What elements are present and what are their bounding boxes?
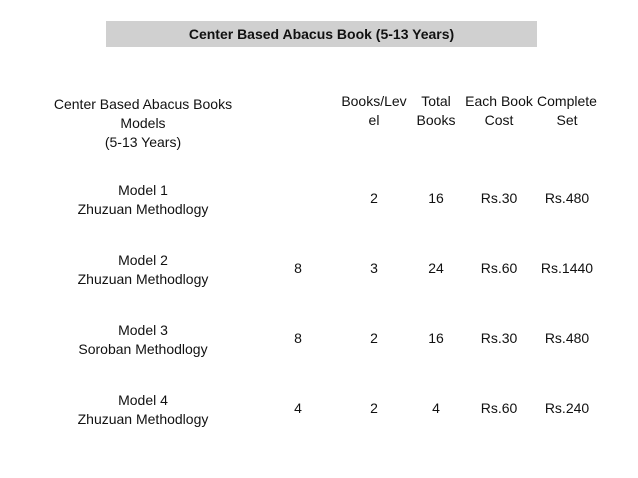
row-complete-set: Rs.480: [544, 190, 590, 206]
header-model-column: Center Based Abacus Books Models (5-13 Years): [53, 96, 233, 150]
row-complete-set: Rs.240: [544, 400, 590, 416]
row-complete-set: Rs.1440: [540, 260, 594, 276]
row-total-books: 16: [428, 190, 444, 206]
row-levels: 4: [294, 400, 302, 416]
header-each-book-cost: Each Book Cost: [465, 93, 533, 128]
row-total-books: 16: [428, 330, 444, 346]
row-complete-set: Rs.480: [544, 330, 590, 346]
header-total-books: Total Books: [416, 93, 456, 128]
row-each-book-cost: Rs.60: [480, 260, 518, 276]
row-model-name: Model 2 Zhuzuan Methodlogy: [77, 252, 209, 287]
row-levels: 8: [294, 330, 302, 346]
row-model-name: Model 1 Zhuzuan Methodlogy: [77, 182, 209, 217]
header-complete-set: Complete Set: [537, 93, 597, 128]
row-books-per-level: 2: [370, 400, 378, 416]
row-levels: 8: [294, 260, 302, 276]
header-books-per-level: Books/Lev el: [341, 93, 407, 128]
row-model-name: Model 4 Zhuzuan Methodlogy: [77, 392, 209, 427]
page-title: Center Based Abacus Book (5-13 Years): [106, 21, 537, 47]
row-total-books: 24: [428, 260, 444, 276]
row-books-per-level: 2: [370, 190, 378, 206]
row-each-book-cost: Rs.60: [480, 400, 518, 416]
row-total-books: 4: [432, 400, 440, 416]
row-each-book-cost: Rs.30: [480, 190, 518, 206]
row-model-name: Model 3 Soroban Methodlogy: [78, 322, 208, 357]
row-books-per-level: 3: [370, 260, 378, 276]
row-each-book-cost: Rs.30: [480, 330, 518, 346]
row-books-per-level: 2: [370, 330, 378, 346]
